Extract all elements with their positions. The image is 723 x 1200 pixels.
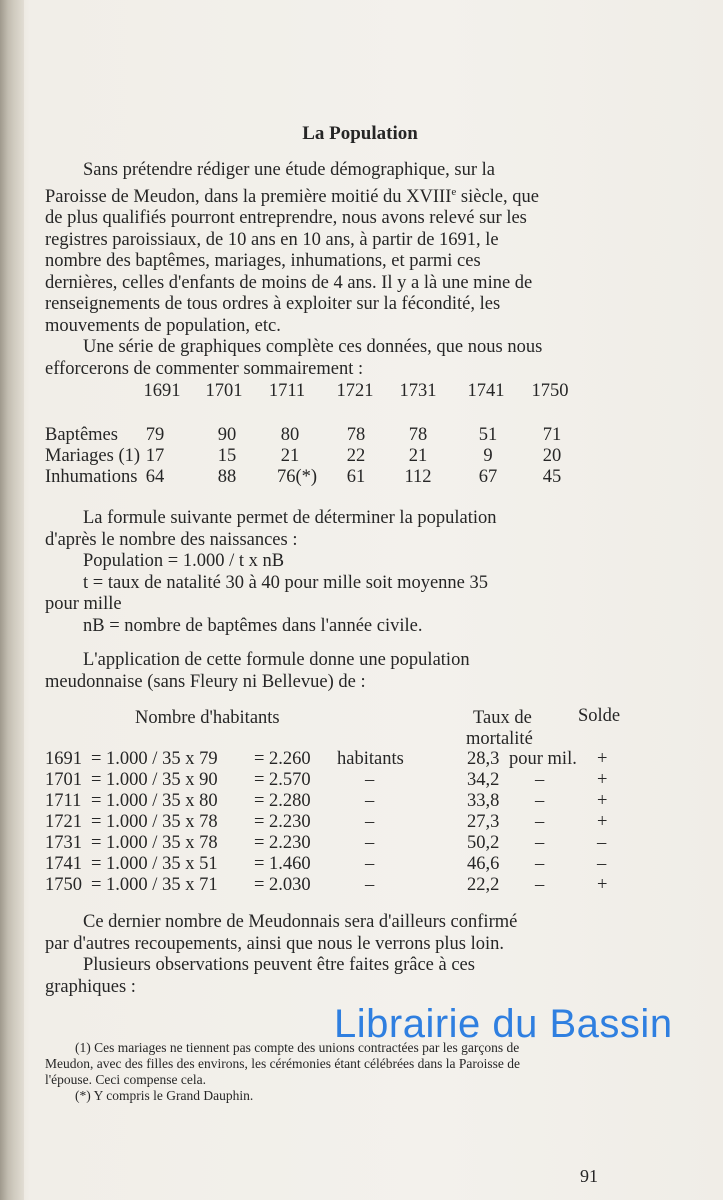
row-taux: 33,8 — [467, 791, 500, 811]
table-row — [45, 875, 665, 896]
intro-line: dernières, celles d'enfants de moins de 4 ans. Il y a là une mine de — [45, 272, 533, 293]
conclusion-line: graphiques : — [45, 976, 136, 997]
row-label: Mariages (1) — [45, 446, 141, 466]
row-taux-unit: pour mil. — [509, 749, 577, 769]
table-cell: 21 — [280, 446, 300, 466]
table-cell: 88 — [217, 467, 237, 487]
row-formula: = 1.000 / 35 x 90 — [91, 770, 218, 790]
table-cell: 78 — [408, 425, 428, 445]
row-taux: 27,3 — [467, 812, 500, 832]
header-solde: Solde — [578, 706, 621, 726]
intro-line: nombre des baptêmes, mariages, inhumations, et parmi ces — [45, 251, 481, 271]
row-year: 1750 — [45, 875, 82, 895]
row-year: 1691 — [45, 749, 82, 769]
table-cell: 67 — [478, 467, 498, 487]
conclusion-line: Plusieurs observations peuvent être faites grâce à ces — [83, 955, 475, 975]
table-row — [45, 833, 665, 854]
row-taux: 46,6 — [467, 854, 500, 874]
table-cell: 61 — [346, 467, 366, 487]
table-cell: 112 — [404, 467, 432, 487]
table-cell: 64 — [145, 467, 165, 487]
table-row-baptemes — [45, 425, 645, 446]
row-taux-unit: – — [535, 791, 545, 811]
intro-line: de plus qualifiés pourront entreprendre, nous avons relevé sur les — [45, 208, 527, 228]
table-cell: 21 — [408, 446, 428, 466]
table-cell: 79 — [145, 425, 165, 445]
row-solde: + — [597, 749, 608, 769]
formula-line: t = taux de natalité 30 à 40 pour mille soit moyenne 35 — [83, 572, 489, 593]
row-formula: = 1.000 / 35 x 78 — [91, 812, 218, 832]
application-line: L'application de cette formule donne une population — [83, 650, 470, 670]
table-cell: 51 — [478, 425, 498, 445]
watermark-text: Librairie du Bassin — [334, 1002, 673, 1046]
row-result: = 2.230 — [254, 812, 311, 832]
intro-line-part: siècle, que — [456, 186, 539, 207]
intro-paragraph — [45, 160, 605, 380]
row-result: = 2.260 — [254, 749, 311, 769]
year-header: 1731 — [399, 381, 437, 401]
intro-line: registres paroissiaux, de 10 ans en 10 ans, à partir de 1691, le — [45, 229, 499, 250]
row-label: Inhumations — [45, 467, 138, 487]
row-taux-unit: – — [535, 812, 545, 832]
row-solde: + — [597, 770, 608, 790]
row-year: 1741 — [45, 854, 82, 874]
formula-paragraph — [45, 508, 605, 637]
conclusion-line: Ce dernier nombre de Meudonnais sera d'ailleurs confirmé — [83, 912, 518, 932]
table-row-mariages — [45, 446, 645, 467]
row-formula: = 1.000 / 35 x 80 — [91, 791, 218, 811]
page-number: 91 — [580, 1166, 598, 1186]
row-taux-unit: – — [535, 770, 545, 790]
row-solde: + — [597, 791, 608, 811]
row-unit: – — [365, 854, 375, 874]
formula-line: pour mille — [45, 594, 122, 614]
footnote-line: (*) Y compris le Grand Dauphin. — [75, 1088, 254, 1103]
table-row — [45, 749, 665, 770]
row-formula: = 1.000 / 35 x 78 — [91, 833, 218, 853]
row-result: = 2.280 — [254, 791, 311, 811]
header-habitants: Nombre d'habitants — [135, 708, 280, 728]
row-unit: – — [365, 791, 375, 811]
footnotes — [45, 1040, 605, 1104]
row-unit: – — [365, 833, 375, 853]
row-unit: – — [365, 812, 375, 832]
row-year: 1701 — [45, 770, 82, 790]
graphs-intro-line: efforcerons de commenter sommairement : — [45, 358, 364, 379]
formula-line: d'après le nombre des naissances : — [45, 529, 298, 550]
header-mortalite: mortalité — [466, 729, 533, 749]
table-cell: 76(*) — [276, 467, 318, 487]
superscript: e — [451, 185, 457, 198]
footnote-line: Meudon, avec des filles des environs, les cérémonies étant célébrées dans la Paroisse de — [45, 1056, 520, 1071]
table-row — [45, 854, 665, 875]
row-taux: 22,2 — [467, 875, 500, 895]
table-row — [45, 770, 665, 791]
row-year: 1721 — [45, 812, 82, 832]
conclusion-line: par d'autres recoupements, ainsi que nous le verrons plus loin. — [45, 933, 505, 954]
application-paragraph — [45, 650, 605, 693]
row-formula: = 1.000 / 35 x 51 — [91, 854, 218, 874]
year-header: 1741 — [467, 381, 505, 401]
row-taux: 28,3 — [467, 749, 500, 769]
page-title: La Population — [302, 123, 418, 144]
row-year: 1731 — [45, 833, 82, 853]
footnote-line: l'épouse. Ceci compense cela. — [45, 1072, 206, 1087]
table-cell: 80 — [280, 425, 300, 445]
table-cell: 17 — [145, 446, 165, 466]
year-header: 1691 — [143, 381, 181, 401]
row-taux-unit: – — [535, 854, 545, 874]
row-result: = 2.030 — [254, 875, 311, 895]
row-year: 1711 — [45, 791, 82, 811]
row-solde: + — [597, 875, 608, 895]
intro-line — [45, 182, 605, 209]
row-solde: + — [597, 812, 608, 832]
formula-line: nB = nombre de baptêmes dans l'année civile. — [83, 615, 423, 636]
row-unit: habitants — [337, 749, 404, 769]
graphs-intro-line: Une série de graphiques complète ces données, que nous nous — [83, 337, 543, 357]
intro-line: mouvements de population, etc. — [45, 315, 281, 336]
header-taux: Taux de — [473, 708, 532, 728]
table-cell: 15 — [217, 446, 237, 466]
intro-line: renseignements de tous ordres à exploiter sur la fécondité, les — [45, 294, 501, 314]
conclusion-paragraph — [45, 912, 605, 998]
row-formula: = 1.000 / 35 x 79 — [91, 749, 218, 769]
year-header: 1701 — [205, 381, 243, 401]
formula-line: Population = 1.000 / t x nB — [83, 551, 285, 571]
application-line: meudonnaise (sans Fleury ni Bellevue) de : — [45, 671, 366, 692]
footnote-line: (1) Ces mariages ne tiennent pas compte des unions contractées par les garçons de — [75, 1040, 520, 1055]
year-header: 1711 — [268, 381, 306, 401]
row-result: = 2.570 — [254, 770, 311, 790]
table-cell: 22 — [346, 446, 366, 466]
year-header: 1721 — [336, 381, 374, 401]
row-taux-unit: – — [535, 875, 545, 895]
row-solde: – — [597, 833, 607, 853]
row-label: Baptêmes — [45, 425, 118, 445]
row-unit: – — [365, 770, 375, 790]
intro-line-part: Paroisse de Meudon, dans la première moitié du XVIII — [45, 186, 452, 207]
row-formula: = 1.000 / 35 x 71 — [91, 875, 218, 895]
table-cell: 71 — [542, 425, 562, 445]
table-cell: 90 — [217, 425, 237, 445]
row-result: = 1.460 — [254, 854, 311, 874]
row-taux: 34,2 — [467, 770, 500, 790]
row-taux: 50,2 — [467, 833, 500, 853]
row-taux-unit: – — [535, 833, 545, 853]
page-gutter-shadow — [0, 0, 24, 1200]
table-row — [45, 791, 665, 812]
table-cell: 78 — [346, 425, 366, 445]
year-header: 1750 — [531, 381, 569, 401]
intro-line: Sans prétendre rédiger une étude démographique, sur la — [83, 160, 495, 180]
table-cell: 20 — [542, 446, 562, 466]
row-unit: – — [365, 875, 375, 895]
table-cell: 45 — [542, 467, 562, 487]
table-cell: 9 — [483, 446, 493, 466]
formula-line: La formule suivante permet de déterminer la population — [83, 508, 497, 528]
table-row-inhumations — [45, 467, 645, 488]
row-solde: – — [597, 854, 607, 874]
row-result: = 2.230 — [254, 833, 311, 853]
table-row — [45, 812, 665, 833]
